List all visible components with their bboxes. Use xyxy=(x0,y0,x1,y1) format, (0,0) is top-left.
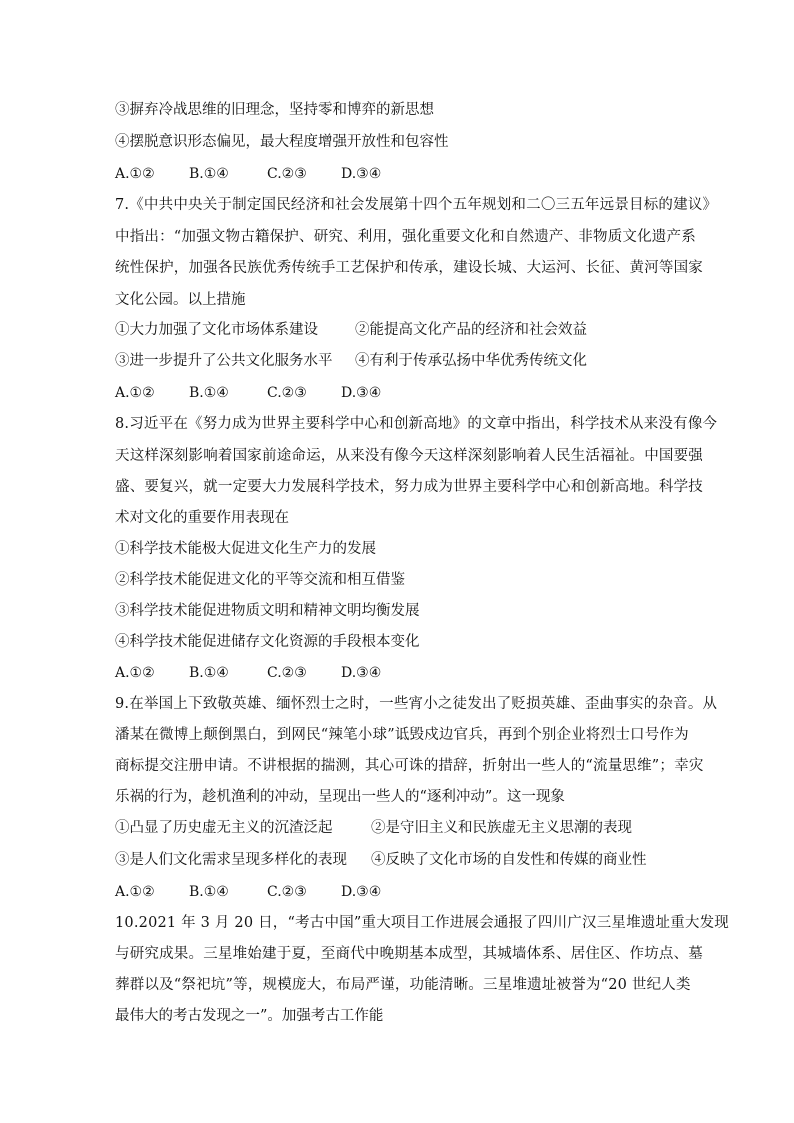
q8-stem-line-4: 术对文化的重要作用表现在 xyxy=(115,510,289,526)
q8-stem-line-1: 8.习近平在《努力成为世界主要科学中心和创新高地》的文章中指出，科学技术从来没有像今 xyxy=(115,416,718,432)
q8-option-3: ③科学技术能促进物质文明和精神文明均衡发展 xyxy=(115,603,420,619)
q9-answer-choices xyxy=(115,882,381,902)
choice-b: B.①④ xyxy=(189,665,229,681)
q9-stem-line-1: 9.在举国上下致敬英雄、缅怀烈士之时，一些宵小之徒发出了贬损英雄、歪曲事实的杂音。从 xyxy=(115,696,718,712)
q8-option-1: ①科学技术能极大促进文化生产力的发展 xyxy=(115,541,376,557)
choice-c: C.②③ xyxy=(267,166,307,182)
q7-option-4: ④有利于传承弘扬中华优秀传统文化 xyxy=(355,353,587,369)
choice-a: A.①② xyxy=(115,665,155,681)
q9-stem-line-4: 乐祸的行为，趁机渔利的冲动，呈现出一些人的“逐利冲动”。这一现象 xyxy=(115,789,565,805)
q7-stem-line-3: 统性保护，加强各民族优秀传统手工艺保护和传承，建设长城、大运河、长征、黄河等国家 xyxy=(115,260,703,276)
q9-option-3: ③是人们文化需求呈现多样化的表现 xyxy=(115,852,347,868)
q9-option-4: ④反映了文化市场的自发性和传媒的商业性 xyxy=(371,852,647,868)
q7-option-3: ③进一步提升了公共文化服务水平 xyxy=(115,353,333,369)
q7-answer-choices xyxy=(115,383,381,403)
choice-b: B.①④ xyxy=(189,385,229,401)
q7-option-1: ①大力加强了文化市场体系建设 xyxy=(115,322,318,338)
q8-option-4: ④科学技术能促进储存文化资源的手段根本变化 xyxy=(115,634,420,650)
q7-stem-line-4: 文化公园。以上措施 xyxy=(115,292,246,308)
choice-c: C.②③ xyxy=(267,884,307,900)
q10-stem-line-1: 10.2021 年 3 月 20 日，“考古中国”重大项目工作进展会通报了四川广汉三星堆遗址重大发现 xyxy=(115,915,730,931)
choice-c: C.②③ xyxy=(267,385,307,401)
q10-stem-line-3: 葬群以及“祭祀坑”等，规模庞大，布局严谨，功能清晰。三星堆遗址被誉为“20 世纪人类 xyxy=(115,977,691,993)
q6-answer-choices xyxy=(115,164,381,184)
choice-a: A.①② xyxy=(115,385,155,401)
q10-stem-line-4: 最伟大的考古发现之一”。加强考古工作能 xyxy=(115,1008,384,1024)
q6-option-3: ③摒弃冷战思维的旧理念，坚持零和博弈的新思想 xyxy=(115,102,434,118)
q8-stem-line-3: 盛、要复兴，就一定要大力发展科学技术，努力成为世界主要科学中心和创新高地。科学技 xyxy=(115,479,703,495)
choice-d: D.③④ xyxy=(341,665,382,681)
choice-a: A.①② xyxy=(115,166,155,182)
q6-option-4: ④摆脱意识形态偏见，最大程度增强开放性和包容性 xyxy=(115,134,449,150)
choice-b: B.①④ xyxy=(189,166,229,182)
choice-c: C.②③ xyxy=(267,665,307,681)
q8-stem-line-2: 天这样深刻影响着国家前途命运，从来没有像今天这样深刻影响着人民生活福祉。中国要强 xyxy=(115,448,703,464)
q9-option-1: ①凸显了历史虚无主义的沉渣泛起 xyxy=(115,820,333,836)
q7-stem-line-1: 7.《中共中央关于制定国民经济和社会发展第十四个五年规划和二〇三五年远景目标的建议》 xyxy=(115,197,718,213)
choice-d: D.③④ xyxy=(341,166,382,182)
q8-option-2: ②科学技术能促进文化的平等交流和相互借鉴 xyxy=(115,572,405,588)
q9-option-2: ②是守旧主义和民族虚无主义思潮的表现 xyxy=(371,820,632,836)
q10-stem-line-2: 与研究成果。三星堆始建于夏，至商代中晚期基本成型，其城墙体系、居住区、作坊点、墓 xyxy=(115,946,703,962)
choice-b: B.①④ xyxy=(189,884,229,900)
q9-stem-line-2: 潘某在微博上颠倒黑白，到网民“辣笔小球”诋毁戍边官兵，再到个别企业将烈士口号作为 xyxy=(115,727,689,743)
q8-answer-choices xyxy=(115,663,381,683)
choice-a: A.①② xyxy=(115,884,155,900)
q7-stem-line-2: 中指出：“加强文物古籍保护、研究、利用，强化重要文化和自然遗产、非物质文化遗产系 xyxy=(115,229,696,245)
choice-d: D.③④ xyxy=(341,385,382,401)
q7-option-2: ②能提高文化产品的经济和社会效益 xyxy=(355,322,587,338)
q9-stem-line-3: 商标提交注册申请。不讲根据的揣测，其心可诛的措辞，折射出一些人的“流量思维”；幸灾 xyxy=(115,758,704,774)
choice-d: D.③④ xyxy=(341,884,382,900)
